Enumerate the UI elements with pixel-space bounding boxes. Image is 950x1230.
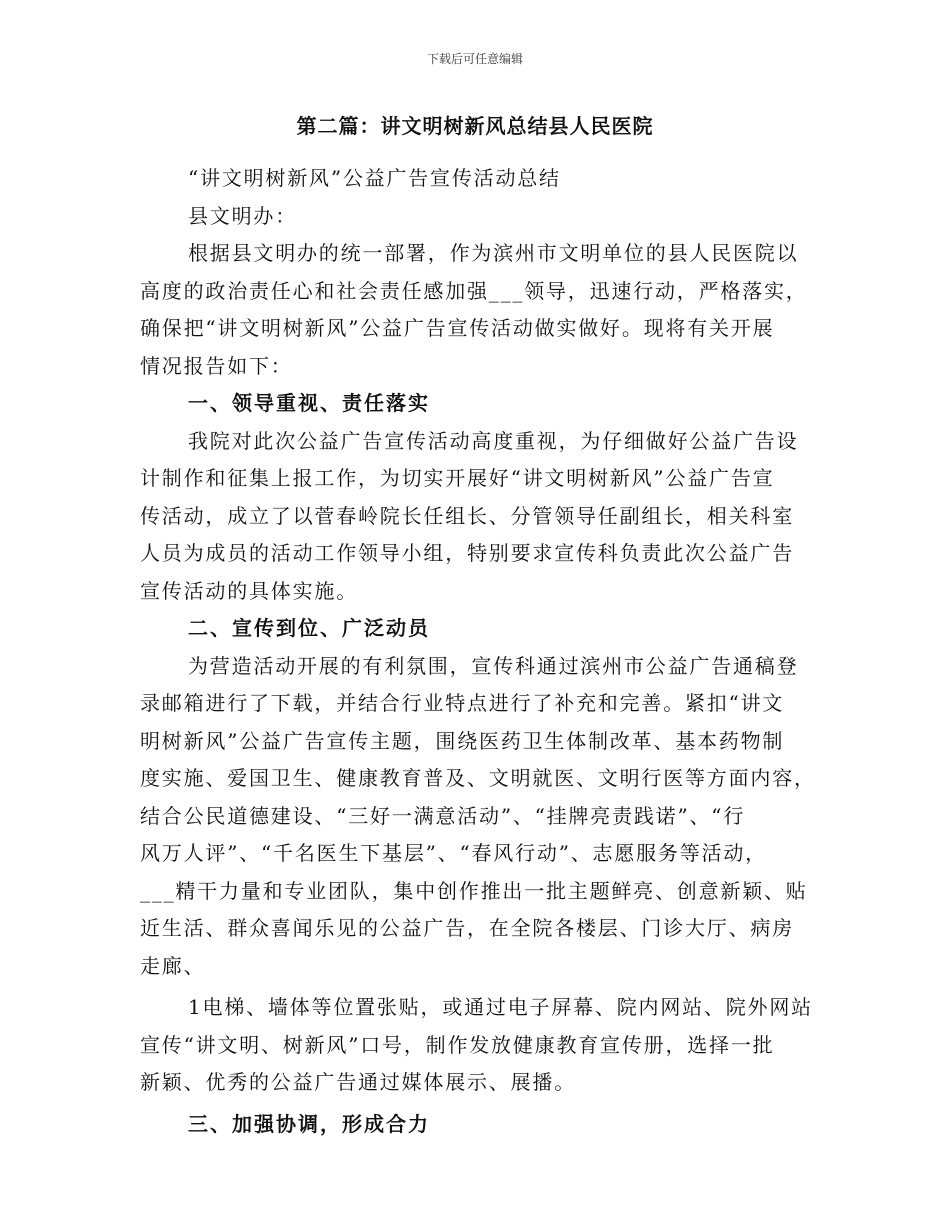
- page-header-note: 下载后可任意编辑: [426, 52, 523, 66]
- body-line: 情况报告如下：: [140, 353, 293, 378]
- section-heading-1: 一、领导重视、责任落实: [188, 391, 430, 415]
- subtitle-line: “讲文明树新风”公益广告宣传活动总结: [188, 166, 561, 190]
- body-line: 度实施、爱国卫生、健康教育普及、文明就医、文明行医等方面内容，: [140, 766, 816, 790]
- body-line: 根据县文明办的统一部署，作为滨州市文明单位的县人民医院以: [188, 241, 799, 265]
- body-line: 宣传活动的具体实施。: [140, 578, 358, 603]
- document-body: [140, 160, 820, 1143]
- body-line: 近生活、群众喜闻乐见的公益广告，在全院各楼层、门诊大厅、病房: [140, 916, 794, 940]
- body-line: 计制作和征集上报工作，为切实开展好“讲文明树新风”公益广告宣: [140, 466, 775, 490]
- body-line: 确保把“讲文明树新风”公益广告宣传活动做实做好。现将有关开展: [140, 316, 775, 340]
- body-line: 为营造活动开展的有利氛围，宣传科通过滨州市公益广告通稿登: [188, 653, 799, 678]
- body-line: 录邮箱进行了下载，并结合行业特点进行了补充和完善。紧扣“讲文: [140, 691, 785, 715]
- document-title: 第二篇：讲文明树新风总结县人民医院: [296, 114, 654, 138]
- body-line: 宣传“讲文明、树新风”口号，制作发放健康教育宣传册，选择一批: [140, 1032, 775, 1057]
- body-line: 传活动，成立了以菅春岭院长任组长、分管领导任副组长，相关科室: [140, 503, 794, 528]
- body-line: 1电梯、墙体等位置张贴，或通过电子屏幕、院内网站、院外网站: [188, 995, 813, 1019]
- body-line: 人员为成员的活动工作领导小组，特别要求宣传科负责此次公益广告: [140, 541, 794, 565]
- body-line: 我院对此次公益广告宣传活动高度重视，为仔细做好公益广告设: [188, 428, 799, 453]
- body-line: 结合公民道德建设、“三好一满意活动”、“挂牌亮责践诺”、“行: [140, 803, 746, 828]
- section-heading-2: 二、宣传到位、广泛动员: [188, 616, 430, 640]
- body-line: 高度的政治责任心和社会责任感加强___领导，迅速行动，严格落实，: [140, 278, 808, 303]
- body-line: 明树新风”公益广告宣传主题，围绕医药卫生体制改革、基本药物制: [140, 728, 785, 753]
- salutation-line: 县文明办：: [188, 203, 297, 228]
- section-heading-3: 三、加强协调，形成合力: [188, 1111, 430, 1136]
- body-line: ___精干力量和专业团队，集中创作推出一批主题鲜亮、创意新颖、贴: [140, 878, 808, 903]
- body-line: 走廊、: [140, 953, 206, 978]
- body-line: 风万人评”、“千名医生下基层”、“春风行动”、志愿服务等活动，: [140, 841, 767, 865]
- body-line: 新颖、优秀的公益广告通过媒体展示、展播。: [140, 1070, 576, 1094]
